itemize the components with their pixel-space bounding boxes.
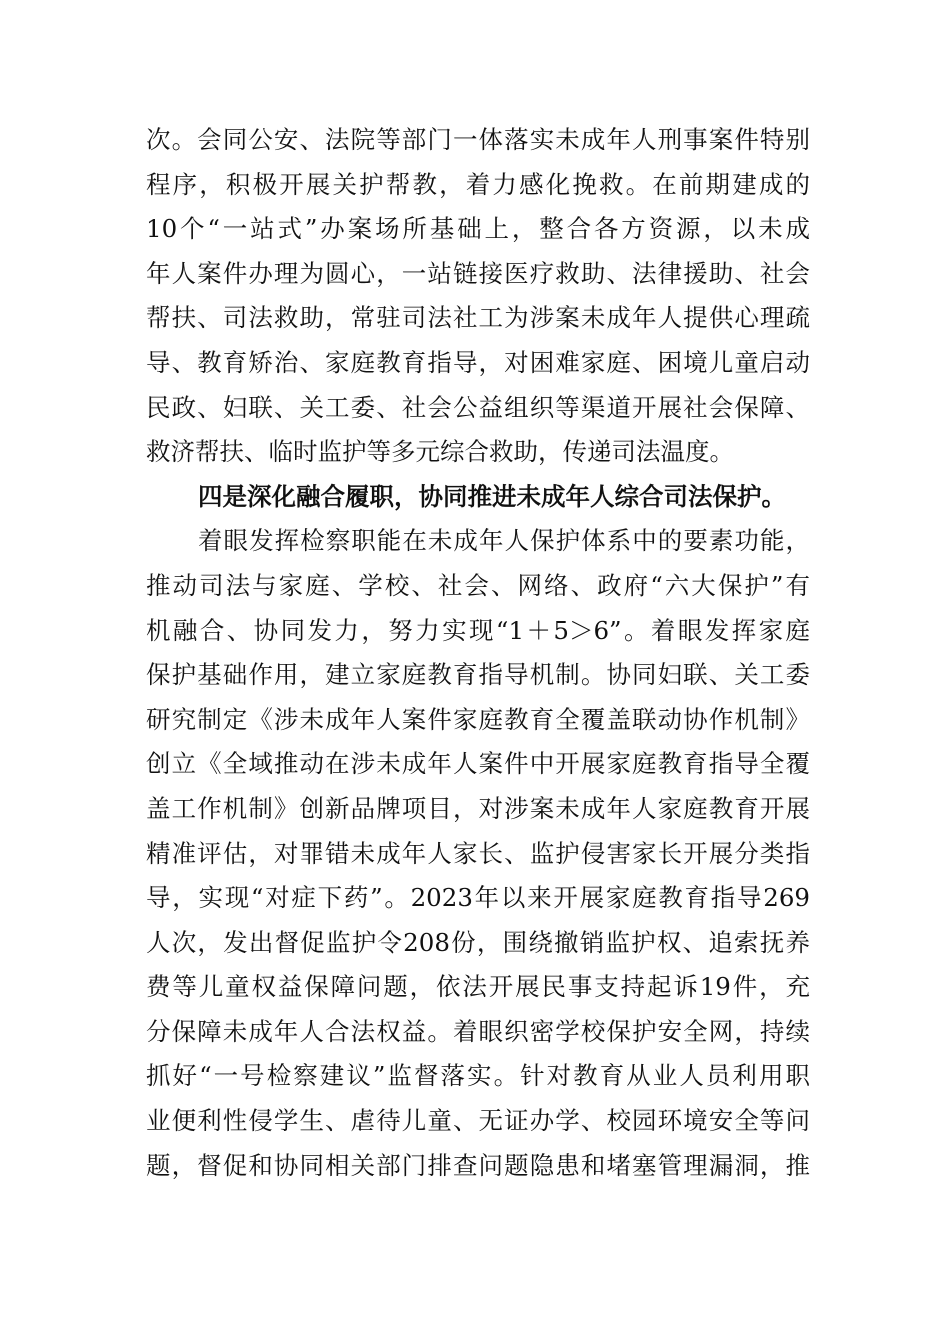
text-line: 人次，发出督促监护令208份，围绕撤销监护权、追索抚养 [146, 927, 810, 957]
text-line: 研究制定《涉未成年人案件家庭教育全覆盖联动协作机制》 [146, 704, 810, 734]
section-heading: 四是深化融合履职，协同推进未成年人综合司法保护。 [198, 481, 786, 511]
text-line: 年人案件办理为圆心，一站链接医疗救助、法律援助、社会 [146, 258, 810, 288]
text-line: 次。会同公安、法院等部门一体落实未成年人刑事案件特别 [146, 125, 810, 154]
paragraph-continued [146, 118, 810, 475]
text-line: 程序，积极开展关护帮教，着力感化挽救。在前期建成的 [146, 169, 810, 199]
text-line: 保护基础作用，建立家庭教育指导机制。协同妇联、关工委 [146, 660, 810, 690]
text-line: 业便利性侵学生、虐待儿童、无证办学、校园环境安全等问 [146, 1106, 810, 1136]
text-line: 费等儿童权益保障问题，依法开展民事支持起诉19件，充 [146, 972, 810, 1002]
text-line: 机融合、协同发力，努力实现“1＋5＞6”。着眼发挥家庭 [146, 615, 810, 645]
text-line: 10个“一站式”办案场所基础上，整合各方资源，以未成 [146, 214, 810, 244]
text-line: 推动司法与家庭、学校、社会、网络、政府“六大保护”有 [146, 570, 810, 600]
paragraph-section-four [146, 519, 810, 1188]
document-body [146, 118, 810, 1188]
text-line: 精准评估，对罪错未成年人家长、监护侵害家长开展分类指 [146, 838, 810, 868]
text-line: 帮扶、司法救助，常驻司法社工为涉案未成年人提供心理疏 [146, 303, 810, 333]
text-line: 救济帮扶、临时监护等多元综合救助，传递司法温度。 [146, 437, 734, 467]
text-line: 题，督促和协同相关部门排查问题隐患和堵塞管理漏洞，推 [146, 1150, 810, 1180]
text-line: 民政、妇联、关工委、社会公益组织等渠道开展社会保障、 [146, 392, 810, 422]
text-line: 分保障未成年人合法权益。着眼织密学校保护安全网，持续 [146, 1016, 810, 1046]
text-line: 创立《全域推动在涉未成年人案件中开展家庭教育指导全覆 [146, 749, 810, 779]
text-line: 盖工作机制》创新品牌项目，对涉案未成年人家庭教育开展 [146, 793, 810, 823]
text-line: 抓好“一号检察建议”监督落实。针对教育从业人员利用职 [146, 1061, 810, 1091]
text-line: 导，实现“对症下药”。2023年以来开展家庭教育指导269 [146, 883, 810, 913]
text-line: 导、教育矫治、家庭教育指导，对困难家庭、困境儿童启动 [146, 347, 810, 377]
text-line: 着眼发挥检察职能在未成年人保护体系中的要素功能， [198, 526, 810, 556]
